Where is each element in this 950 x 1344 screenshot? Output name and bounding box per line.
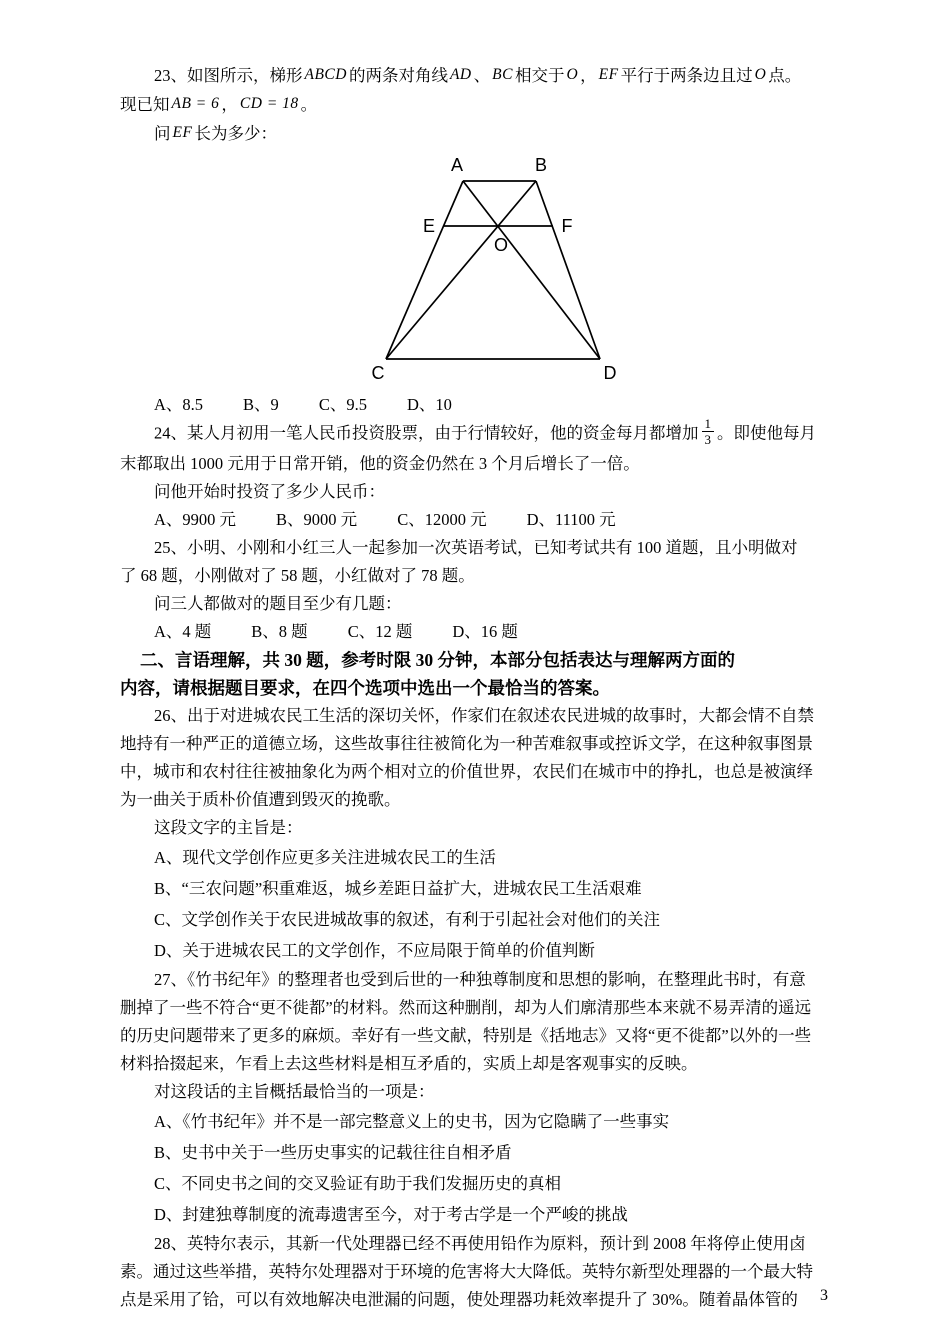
question-27 [120, 966, 832, 1230]
q24-stem-line-2: 末都取出 1000 元用于日常开销，他的资金仍然在 3 个月后增长了一倍。 [120, 454, 640, 473]
question-28 [120, 1230, 832, 1314]
q26-ask-line: 这段文字的主旨是： [154, 818, 303, 837]
math-expr: O [566, 66, 579, 83]
trapezoid-svg [368, 153, 618, 385]
math-expr: CD = 18 [239, 95, 299, 112]
option-a: A、4 题 [154, 622, 212, 641]
option-c: C、12 题 [347, 622, 413, 641]
figure-label-O: O [493, 235, 509, 255]
q23-ask-line [120, 120, 832, 149]
q27-stem-line-1: 27、《竹书纪年》的整理者也受到后世的一种独尊制度和思想的影响，在整理此书时，有意 [154, 970, 806, 989]
q26-stem-line-1: 26、出于对进城农民工生活的深切关怀，作家们在叙述农民进城的故事时，大都会情不自禁 [154, 706, 814, 725]
option-c: C、12000 元 [397, 510, 487, 529]
math-expr: AD [449, 66, 472, 83]
q27-stem-line-4: 材料拾掇起来，乍看上去这些材料是相互矛盾的，实质上却是客观事实的反映。 [120, 1054, 698, 1073]
stem-text: 平行于两条边且过 [620, 66, 753, 85]
option-b: B、“三农问题”积重难返，城乡差距日益扩大，进城农民工生活艰难 [154, 879, 642, 898]
figure-label-B: B [534, 155, 548, 175]
section-2-header [120, 646, 832, 702]
q26-stem-line-2: 地持有一种严正的道德立场，这些故事往往被简化为一种苦难叙事或控诉文学，在这种叙事图景 [120, 734, 813, 753]
page-number: 3 [820, 1287, 828, 1304]
section-2-header-line-2: 内容，请根据题目要求，在四个选项中选出一个最恰当的答案。 [120, 678, 610, 698]
edge-BD [536, 181, 600, 359]
fraction-denominator: 3 [704, 432, 711, 447]
stem-text: ， [221, 95, 238, 114]
option-b: B、9 [243, 395, 279, 414]
stem-text: 现已知 [120, 95, 170, 114]
figure-label-E: E [422, 216, 436, 236]
option-a: A、现代文学创作应更多关注进城农民工的生活 [154, 848, 496, 867]
option-d: D、16 题 [452, 622, 518, 641]
q25-stem-line-1: 25、小明、小刚和小红三人一起参加一次英语考试，已知考试共有 100 道题，且小明做对 [154, 538, 798, 557]
q26-stem-line-4: 为一曲关于质朴价值遭到毁灭的挽歌。 [120, 790, 401, 809]
stem-text: 、 [473, 66, 491, 85]
q26-options [120, 842, 832, 966]
stem-text: 点。 [768, 66, 802, 85]
option-b: B、史书中关于一些历史事实的记载往往自相矛盾 [154, 1143, 512, 1162]
math-expr: ABCD [304, 66, 347, 83]
q23-stem-line-1 [120, 62, 832, 91]
option-a: A、8.5 [154, 395, 204, 414]
option-c: C、文学创作关于农民进城故事的叙述，有利于引起社会对他们的关注 [154, 910, 661, 929]
q27-options [120, 1106, 832, 1230]
q28-stem-line-1: 28、英特尔表示，其新一代处理器已经不再使用铅作为原料，预计到 2008 年将停止使用卤 [154, 1234, 806, 1253]
option-d: D、11100 元 [526, 510, 616, 529]
diagonal-AD [463, 181, 600, 359]
q27-stem-line-2: 删掉了一些不符合“更不徙都”的材料。然而这种删削，却为人们廓清那些本来就不易弄清的遥远 [120, 998, 812, 1017]
option-c: C、9.5 [318, 395, 367, 414]
question-24 [120, 416, 832, 534]
figure-label-A: A [450, 155, 464, 175]
stem-text: 23、如图所示，梯形 [154, 66, 303, 85]
q24-options [120, 506, 832, 534]
math-expr: AB = 6 [171, 95, 220, 112]
q25-ask-line: 问三人都做对的题目至少有几题： [154, 594, 402, 613]
math-expr: EF [172, 124, 193, 141]
fraction-one-third [702, 416, 715, 447]
option-c: C、不同史书之间的交叉验证有助于我们发掘历史的真相 [154, 1174, 562, 1193]
section-2-header-line-1: 二、言语理解，共 30 题，参考时限 30 分钟，本部分包括表达与理解两方面的 [140, 650, 735, 670]
q27-ask-line: 对这段话的主旨概括最恰当的一项是： [154, 1082, 435, 1101]
trapezoid-figure [368, 153, 618, 385]
question-26 [120, 702, 832, 966]
edge-AC [386, 181, 463, 359]
math-expr: O [754, 66, 767, 83]
q26-stem-line-3: 中，城市和农村往往被抽象化为两个相对立的价值世界，农民们在城市中的挣扎，也总是被演绎 [120, 762, 813, 781]
q24-ask-line: 问他开始时投资了多少人民币： [154, 482, 385, 501]
stem-text: 问 [154, 124, 171, 143]
stem-text: 长为多少： [194, 124, 277, 143]
stem-text: 。 [300, 95, 318, 114]
question-25 [120, 534, 832, 646]
math-expr: BC [492, 66, 513, 83]
stem-text: 。即使他每月 [717, 423, 816, 443]
q23-options [120, 391, 832, 419]
q28-stem-line-2: 素。通过这些举措，英特尔处理器对于环境的危害将大大降低。英特尔新型处理器的一个最大特 [120, 1262, 813, 1281]
q28-stem-line-3: 点是采用了铪，可以有效地解决电泄漏的问题，使处理器功耗效率提升了 30%。随着晶体管的 [120, 1290, 798, 1309]
option-a: A、《竹书纪年》并不是一部完整意义上的史书，因为它隐瞒了一些事实 [154, 1112, 670, 1131]
q23-stem-line-2 [120, 91, 832, 120]
option-d: D、关于进城农民工的文学创作，不应局限于简单的价值判断 [154, 941, 595, 960]
math-expr: EF [598, 66, 619, 83]
option-b: B、9000 元 [276, 510, 358, 529]
q27-stem-line-3: 的历史问题带来了更多的麻烦。幸好有一些文献，特别是《括地志》又将“更不徙都”以外的一些 [120, 1026, 812, 1045]
option-d: D、10 [406, 395, 452, 414]
stem-text: 的两条对角线 [348, 66, 448, 85]
stem-text: 24、某人月初用一笔人民币投资股票，由于行情较好，他的资金每月都增加 [154, 423, 699, 443]
figure-label-F: F [561, 216, 573, 236]
stem-text: 相交于 [514, 66, 565, 85]
option-b: B、8 题 [251, 622, 308, 641]
option-d: D、封建独尊制度的流毒遗害至今，对于考古学是一个严峻的挑战 [154, 1205, 628, 1224]
q25-stem-line-2: 了 68 题，小刚做对了 58 题，小红做对了 78 题。 [120, 566, 475, 585]
q25-options [120, 618, 832, 646]
option-a: A、9900 元 [154, 510, 237, 529]
figure-label-C: C [371, 363, 385, 383]
diagonal-BC [386, 181, 536, 359]
stem-text: ， [580, 66, 597, 85]
fraction-numerator: 1 [702, 416, 715, 432]
q24-stem-line-1 [120, 416, 832, 450]
figure-label-D: D [603, 363, 617, 383]
question-23 [120, 62, 832, 419]
